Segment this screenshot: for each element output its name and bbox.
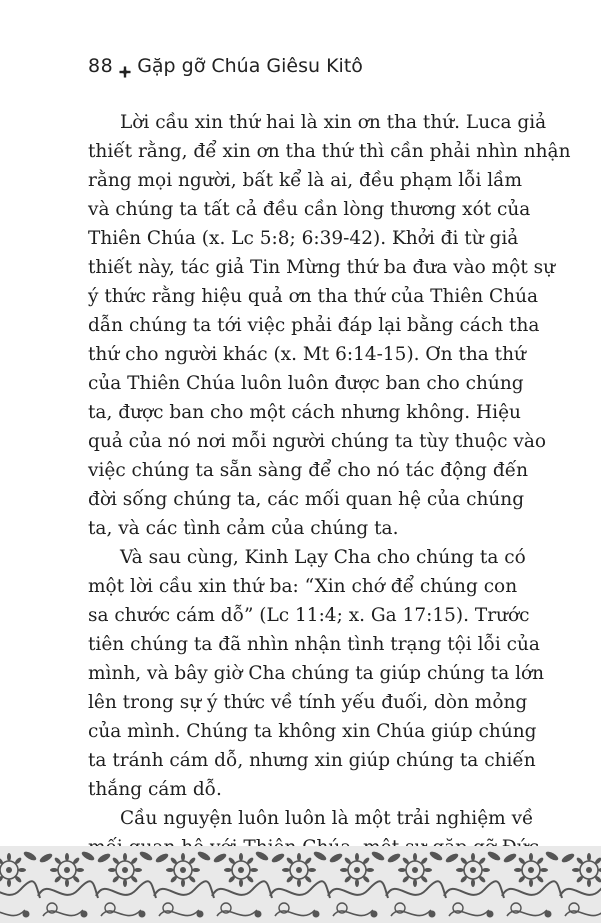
text-line: việc chúng ta sẵn sàng để cho nó tác động đến	[88, 460, 529, 481]
text-line: Cầu nguyện luôn luôn là một trải nghiệm về	[120, 808, 534, 829]
text-line: ý thức rằng hiệu quả ơn tha thứ của Thiên Chúa	[88, 286, 539, 307]
text-line: thiết rằng, để xin ơn tha thứ thì cần phải nhìn nhận	[88, 141, 571, 162]
text-line: thứ cho người khác (x. Mt 6:14-15). Ơn tha thứ	[88, 344, 526, 365]
paragraph	[88, 543, 545, 804]
text-line: rằng mọi người, bất kể là ai, đều phạm lỗi lầm	[88, 170, 523, 191]
cross-icon	[119, 61, 131, 73]
floral-ornament	[0, 846, 601, 923]
text-line: ta, được ban cho một cách nhưng không. Hiệu	[88, 402, 521, 423]
text-line: quả của nó nơi mỗi người chúng ta tùy thuộc vào	[88, 431, 547, 452]
text-line: một lời cầu xin thứ ba: “Xin chớ để chúng con	[88, 576, 518, 597]
text-line: đời sống chúng ta, các mối quan hệ của chúng	[88, 489, 525, 510]
text-line: và chúng ta tất cả đều cần lòng thương xót của	[88, 199, 531, 220]
text-line: dẫn chúng ta tới việc phải đáp lại bằng cách tha	[88, 315, 540, 336]
text-line: sa chước cám dỗ” (Lc 11:4; x. Ga 17:15). Trước	[88, 605, 530, 626]
body-text	[88, 108, 571, 891]
text-line: Lời cầu xin thứ hai là xin ơn tha thứ. Luca giả	[120, 112, 547, 133]
text-line: thắng cám dỗ.	[88, 779, 222, 800]
text-line: tiên chúng ta đã nhìn nhận tình trạng tội lỗi của	[88, 634, 540, 655]
text-line: thiết này, tác giả Tin Mừng thứ ba đưa vào một sự	[88, 257, 556, 278]
text-line: Và sau cùng, Kinh Lạy Cha cho chúng ta có	[120, 547, 526, 568]
page-number: 88	[88, 55, 114, 77]
text-line: lên trong sự ý thức về tính yếu đuối, dòn mỏng	[88, 692, 528, 713]
running-title: Gặp gỡ Chúa Giêsu Kitô	[137, 55, 363, 77]
text-line: Thiên Chúa (x. Lc 5:8; 6:39-42). Khởi đi từ giả	[88, 228, 519, 249]
text-line: ta, và các tình cảm của chúng ta.	[88, 518, 399, 539]
text-line: của Thiên Chúa luôn luôn được ban cho chúng	[88, 373, 524, 394]
text-line: mình, và bây giờ Cha chúng ta giúp chúng ta lớn	[88, 663, 545, 684]
text-line: ta tránh cám dỗ, nhưng xin giúp chúng ta chiến	[88, 750, 536, 771]
text-line: của mình. Chúng ta không xin Chúa giúp chúng	[88, 721, 537, 742]
paragraph	[88, 108, 571, 543]
running-header	[88, 55, 363, 77]
